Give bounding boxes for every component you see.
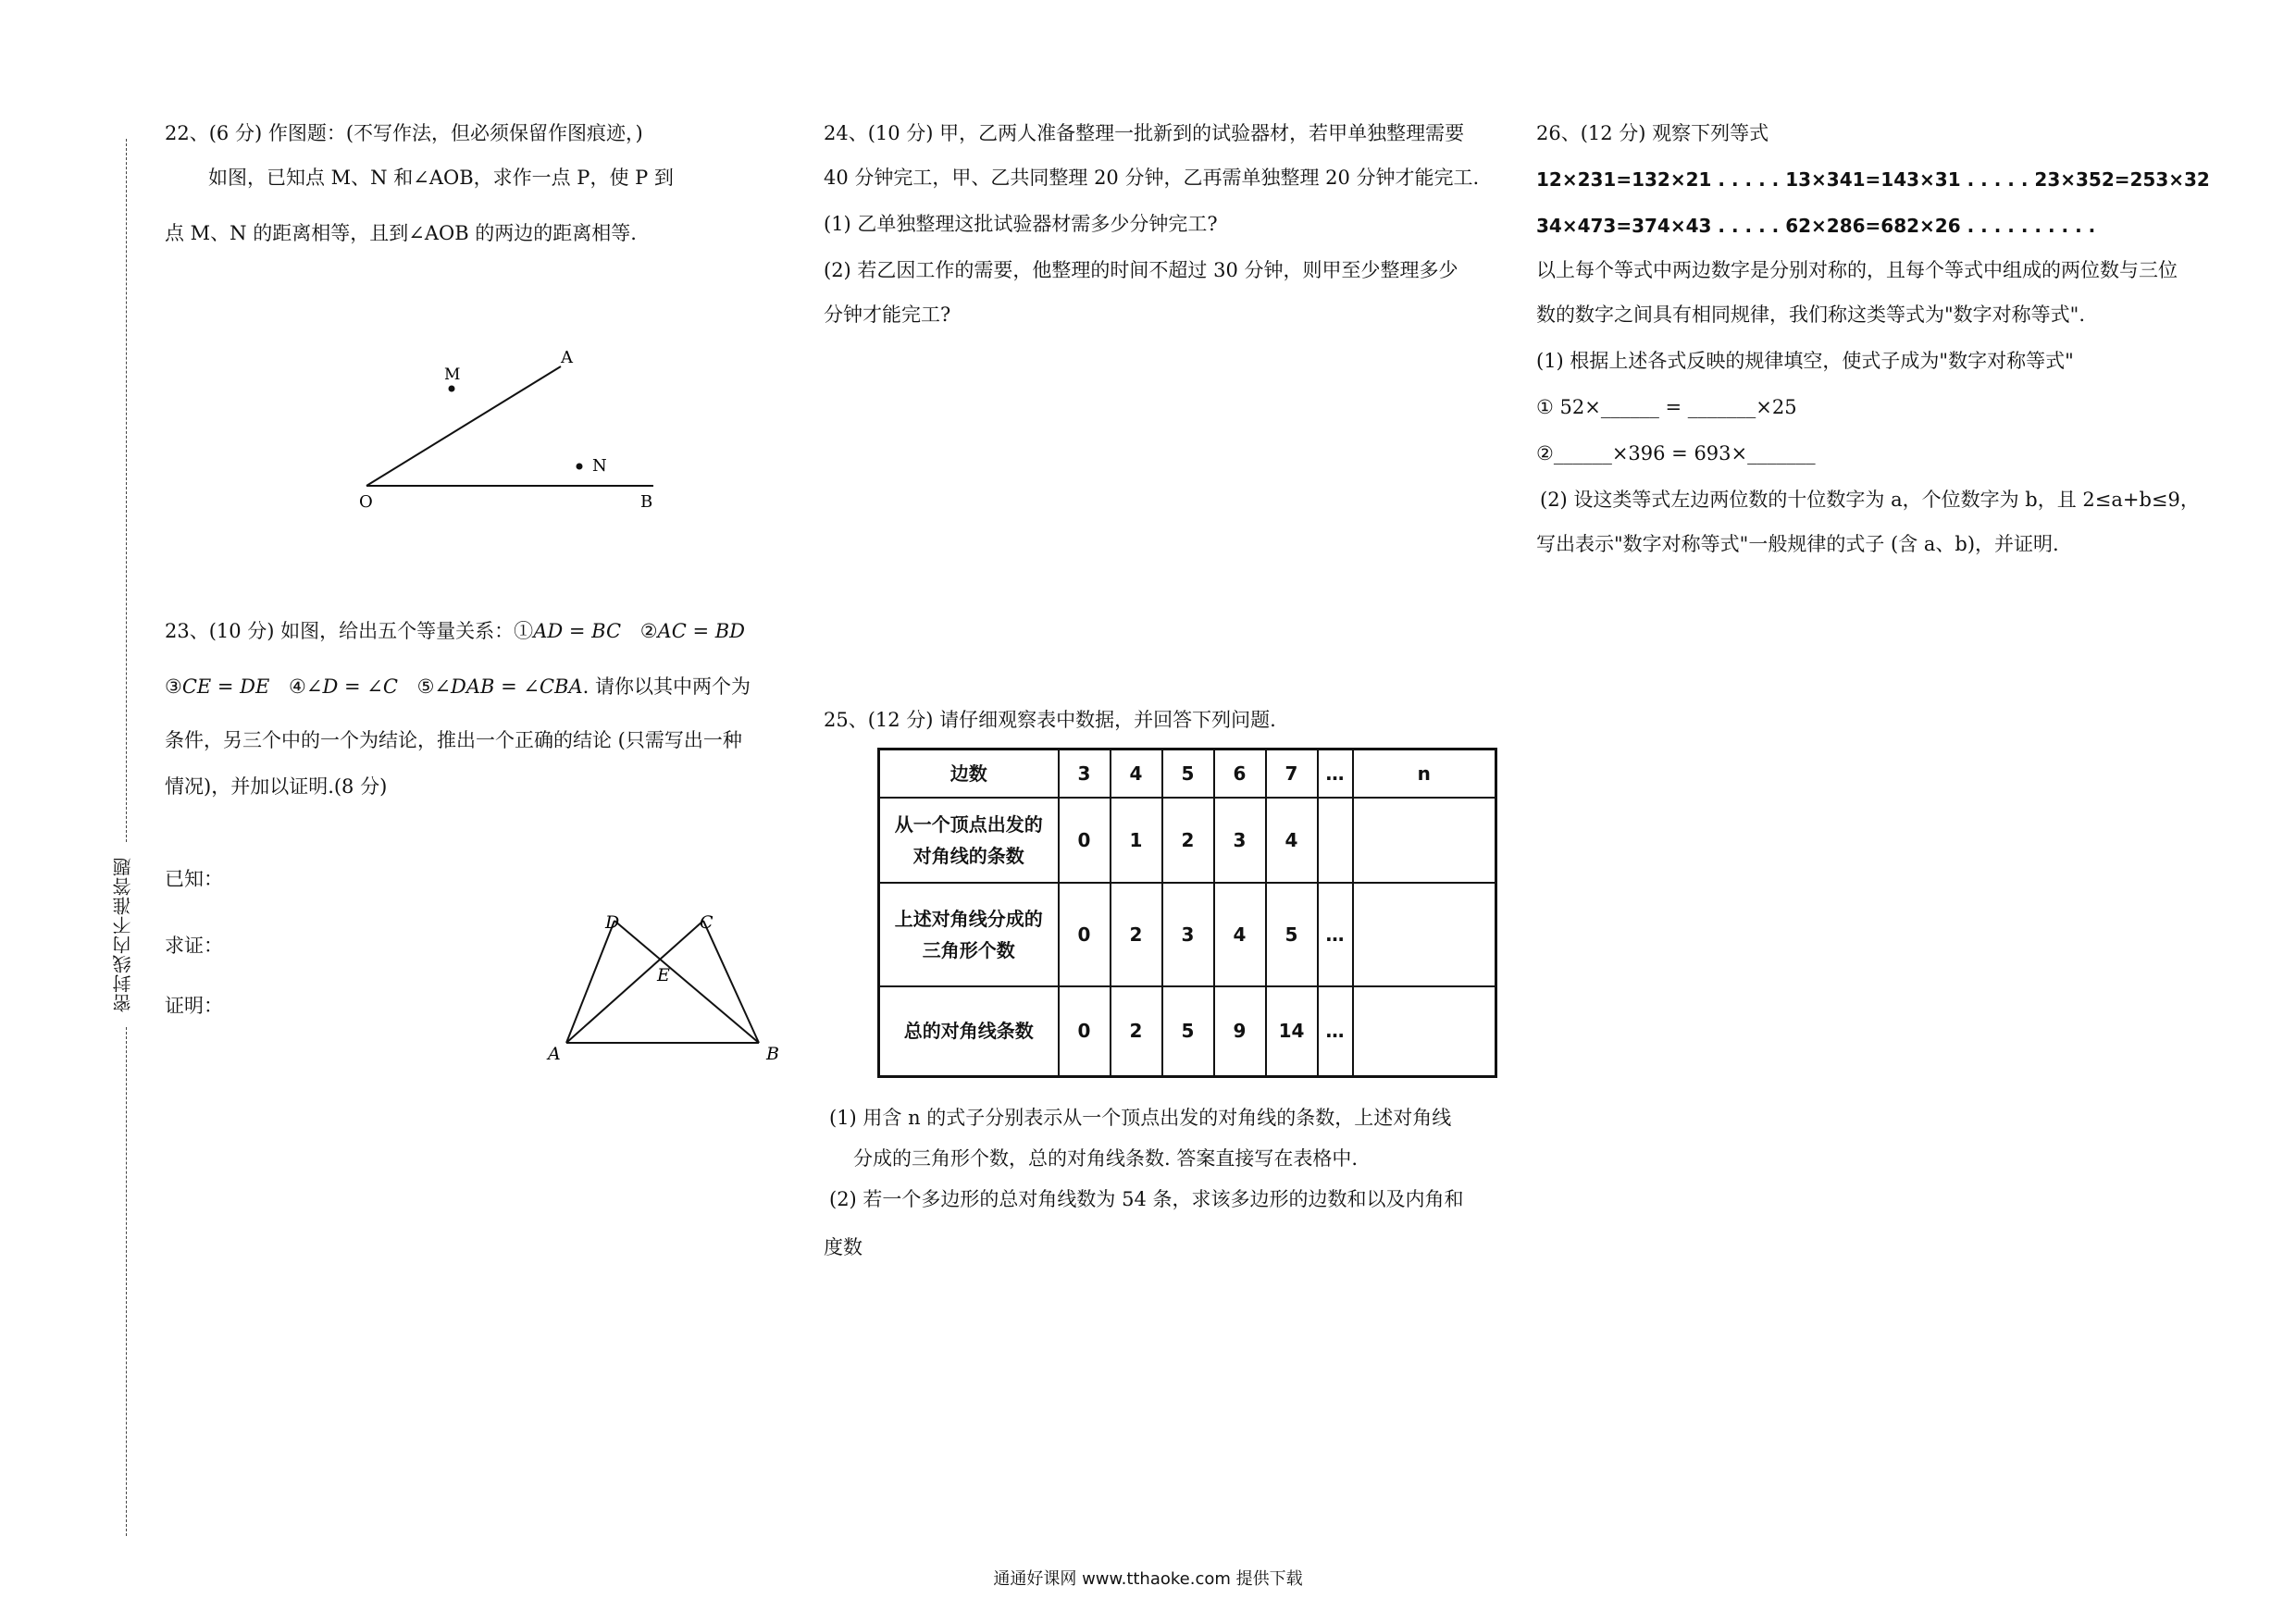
table-cell: 0 bbox=[1059, 798, 1111, 883]
table-header-row bbox=[879, 750, 1496, 798]
relation-2: AC = BD bbox=[657, 620, 745, 642]
label-c: C bbox=[700, 912, 714, 933]
relation-5: ∠DAB = ∠CBA bbox=[434, 675, 583, 698]
label-a: A bbox=[561, 348, 573, 367]
table-cell: 1 bbox=[1111, 798, 1162, 883]
table-cell: 9 bbox=[1214, 986, 1266, 1077]
seal-dashed-line-bottom bbox=[126, 1027, 127, 1536]
table-row bbox=[879, 798, 1496, 883]
relation-3-marker: ③ bbox=[165, 675, 182, 698]
table-cell: 3 bbox=[1214, 798, 1266, 883]
q24-sub2-line1: (2) 若乙因工作的需要，他整理的时间不超过 30 分钟，则甲至少整理多少 bbox=[824, 259, 1458, 281]
q24-line1: 24、(10 分) 甲，乙两人准备整理一批新到的试验器材，若甲单独整理需要 bbox=[824, 122, 1465, 144]
seal-line bbox=[109, 139, 143, 1536]
q26-sub1: (1) 根据上述各式反映的规律填空，使式子成为"数字对称等式" bbox=[1536, 350, 2074, 372]
row1-label bbox=[879, 798, 1059, 883]
q25-header: 25、(12 分) 请仔细观察表中数据，并回答下列问题. bbox=[824, 709, 1276, 731]
table-cell: 2 bbox=[1111, 986, 1162, 1077]
relation-1: AD = BC bbox=[533, 620, 622, 642]
label-d: D bbox=[605, 912, 620, 933]
q24-sub2-line2: 分钟才能完工? bbox=[824, 304, 951, 326]
q26-equation-line2: 34×473=374×43 . . . . . 62×286=682×26 . . . . . . . . . . bbox=[1536, 215, 2096, 237]
table-side-4: 4 bbox=[1111, 750, 1162, 798]
q23-line1 bbox=[165, 620, 745, 643]
label-e: E bbox=[657, 965, 670, 985]
label-b: B bbox=[766, 1044, 779, 1064]
answer-cell-row2[interactable] bbox=[1353, 883, 1496, 986]
relation-5-marker: ⑤ bbox=[416, 675, 435, 698]
q23-line3: 条件，另三个中的一个为结论，推出一个正确的结论 (只需写出一种 bbox=[165, 729, 742, 751]
relation-4-marker: ④ bbox=[289, 675, 306, 698]
label-m: M bbox=[444, 365, 461, 384]
q26-sub2-line1: (2) 设这类等式左边两位数的十位数字为 a，个位数字为 b，且 2≤a+b≤9， bbox=[1540, 489, 2200, 511]
table-cell: 0 bbox=[1059, 986, 1111, 1077]
row2-label-line2: 三角形个数 bbox=[922, 938, 1015, 961]
q22-header: 22、(6 分) 作图题：(不写作法，但必须保留作图痕迹，) bbox=[165, 122, 643, 144]
table-cell: … bbox=[1318, 986, 1353, 1077]
table-cell: 0 bbox=[1059, 883, 1111, 986]
row2-label-line1: 上述对角线分成的 bbox=[894, 907, 1043, 930]
table-side-7: 7 bbox=[1266, 750, 1318, 798]
table-side-n: n bbox=[1353, 750, 1496, 798]
table-cell: 3 bbox=[1162, 883, 1214, 986]
table-side-3: 3 bbox=[1059, 750, 1111, 798]
table-cell: 4 bbox=[1214, 883, 1266, 986]
relation-3: CE = DE bbox=[181, 675, 270, 698]
segment-bc bbox=[703, 921, 759, 1043]
seal-line-text: 密封线内不准答题 bbox=[112, 857, 134, 1012]
q23-intro: 23、(10 分) 如图，给出五个等量关系：① bbox=[165, 620, 534, 642]
label-a: A bbox=[548, 1044, 561, 1064]
label-n: N bbox=[592, 456, 607, 476]
table-header-label: 边数 bbox=[879, 750, 1059, 798]
answer-cell-row1[interactable] bbox=[1353, 798, 1496, 883]
row1-label-line2: 对角线的条数 bbox=[912, 844, 1024, 867]
table-cell: … bbox=[1318, 883, 1353, 986]
table-row bbox=[879, 883, 1496, 986]
q22-line2: 点 M、N 的距离相等，且到∠AOB 的两边的距离相等. bbox=[165, 222, 637, 244]
q23-triangle-figure bbox=[537, 907, 796, 1069]
relation-2-marker: ② bbox=[639, 620, 658, 642]
relation-4: ∠D = ∠C bbox=[305, 675, 398, 698]
ray-oa bbox=[366, 366, 561, 486]
table-cell: 14 bbox=[1266, 986, 1318, 1077]
q23-proof-label: 证明： bbox=[165, 995, 223, 1017]
row1-label-line1: 从一个顶点出发的 bbox=[894, 812, 1043, 836]
q23-line4: 情况)，并加以证明.(8 分) bbox=[165, 775, 388, 798]
q26-header: 26、(12 分) 观察下列等式 bbox=[1536, 122, 1769, 144]
q22-line1: 如图，已知点 M、N 和∠AOB，求作一点 P，使 P 到 bbox=[208, 167, 674, 189]
label-o: O bbox=[359, 492, 373, 512]
table-side-6: 6 bbox=[1214, 750, 1266, 798]
diagonal-table bbox=[877, 748, 1497, 1078]
table-side-5: 5 bbox=[1162, 750, 1214, 798]
q25-sub2-line2: 度数 bbox=[824, 1236, 863, 1258]
q26-fill-blank-1[interactable]: ① 52×______ = _______×25 bbox=[1536, 396, 1797, 418]
seal-dashed-line-top bbox=[126, 139, 127, 842]
q26-sub2-line2: 写出表示"数字对称等式"一般规律的式子 (含 a、b)，并证明. bbox=[1536, 533, 2059, 555]
table-side-ellipsis: … bbox=[1318, 750, 1353, 798]
table-cell bbox=[1318, 798, 1353, 883]
q23-line2-suffix: . 请你以其中两个为 bbox=[582, 675, 751, 698]
table-cell: 4 bbox=[1266, 798, 1318, 883]
q25-sub2-line1: (2) 若一个多边形的总对角线数为 54 条，求该多边形的边数和以及内角和 bbox=[829, 1188, 1464, 1210]
q26-equation-line1: 12×231=132×21 . . . . . 13×341=143×31 . . . . . 23×352=253×32 bbox=[1536, 168, 2210, 191]
row3-label: 总的对角线条数 bbox=[879, 986, 1059, 1077]
q26-text-line1: 以上每个等式中两边数字是分别对称的，且每个等式中组成的两位数与三位 bbox=[1536, 259, 2178, 281]
q24-line2: 40 分钟完工，甲、乙共同整理 20 分钟，乙再需单独整理 20 分钟才能完工. bbox=[824, 167, 1480, 189]
table-cell: 2 bbox=[1162, 798, 1214, 883]
table-cell: 5 bbox=[1162, 986, 1214, 1077]
row2-label bbox=[879, 883, 1059, 986]
point-n bbox=[577, 464, 583, 470]
segment-ad bbox=[566, 921, 614, 1043]
q25-sub1-line2: 分成的三角形个数，总的对角线条数. 答案直接写在表格中. bbox=[853, 1147, 1359, 1170]
page-footer: 通通好课网 www.tthaoke.com 提供下载 bbox=[993, 1569, 1303, 1589]
q26-fill-blank-2[interactable]: ②______×396 = 693×_______ bbox=[1536, 442, 1816, 465]
q23-line2 bbox=[165, 675, 751, 699]
q22-angle-figure bbox=[342, 342, 676, 514]
q26-text-line2: 数的数字之间具有相同规律，我们称这类等式为"数字对称等式". bbox=[1536, 304, 2085, 326]
q23-prove-label: 求证： bbox=[165, 935, 223, 957]
table-row bbox=[879, 986, 1496, 1077]
point-m bbox=[449, 386, 455, 392]
q23-known-label: 已知： bbox=[165, 868, 223, 890]
answer-cell-row3[interactable] bbox=[1353, 986, 1496, 1077]
q25-sub1-line1: (1) 用含 n 的式子分别表示从一个顶点出发的对角线的条数，上述对角线 bbox=[829, 1107, 1452, 1129]
table-cell: 2 bbox=[1111, 883, 1162, 986]
table-cell: 5 bbox=[1266, 883, 1318, 986]
q24-sub1: (1) 乙单独整理这批试验器材需多少分钟完工? bbox=[824, 213, 1218, 235]
label-b: B bbox=[640, 492, 653, 512]
